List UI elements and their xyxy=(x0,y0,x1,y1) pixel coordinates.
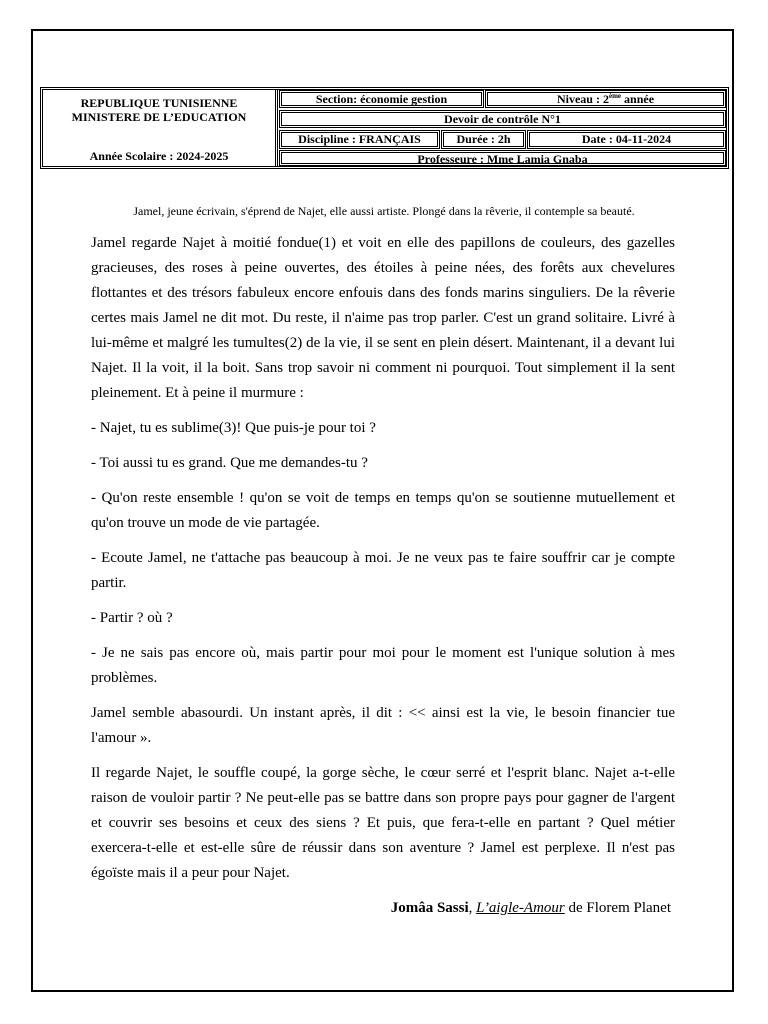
duration-label: Durée : 2h xyxy=(456,132,511,146)
paragraph: - Partir ? où ? xyxy=(91,610,173,626)
paragraph: Jamel regarde Najet à moitié fondue(1) et voit en elle des papillons de couleurs, des gazelles gracieuses, des roses à peine ouvertes, des étoiles à peine nées, des forêts aux chevelures flottantes et des trésors fabuleux encore enfouis dans des fonds marins singuliers. De la rêverie certes mais Jamel ne dit mot. Du reste, il n'aime pas trop parler. C'est un grand solitaire. Livré à lui-même et malgré les tumultes(2) de la vie, il se sent en plein désert. Maintenant, il a devant lui Najet. Il la voit, il la boit. Sans trop savoir ni comment ni pourquoi. Tout simplement il la sent pleinement. Et à peine il murmure : xyxy=(91,235,675,401)
country-label: REPUBLIQUE TUNISIENNE xyxy=(80,96,238,110)
teacher-label: Professeure : Mme Lamia Gnaba xyxy=(417,152,588,166)
paragraph: - Najet, tu es sublime(3)! Que puis-je pour toi ? xyxy=(91,420,376,436)
level-label: Niveau : 2ème année xyxy=(556,92,655,106)
paragraph: Jamel semble abasourdi. Un instant après, il dit : << ainsi est la vie, le besoin financier tue l'amour ». xyxy=(91,705,675,746)
discipline-label: Discipline : FRANÇAIS xyxy=(298,132,421,146)
date-label: Date : 04-11-2024 xyxy=(581,132,672,146)
main-text xyxy=(91,231,675,896)
paragraph: - Ecoute Jamel, ne t'attache pas beaucoup à moi. Je ne veux pas te faire souffrir car je compte partir. xyxy=(91,550,675,591)
discipline-cell xyxy=(279,130,440,149)
book-title: L’aigle-Amour xyxy=(476,900,565,916)
source-signature xyxy=(391,900,671,917)
paragraph: - Je ne sais pas encore où, mais partir pour moi pour le moment est l'unique solution à mes problèmes. xyxy=(91,645,675,686)
date-cell xyxy=(527,130,726,149)
duration-cell xyxy=(441,130,526,149)
publisher-name: de Florem Planet xyxy=(564,900,671,916)
exam-header-table xyxy=(40,87,729,169)
exam-title: Devoir de contrôle N°1 xyxy=(444,112,561,126)
section-cell xyxy=(279,90,484,108)
intro-text: Jamel, jeune écrivain, s'éprend de Najet, elle aussi artiste. Plongé dans la rêverie, il contemple sa beauté. xyxy=(133,204,635,218)
school-year-label: Année Scolaire : 2024-2025 xyxy=(89,149,229,163)
level-cell xyxy=(485,90,726,108)
paragraph: - Toi aussi tu es grand. Que me demandes-tu ? xyxy=(91,455,368,471)
author-name: Jomâa Sassi xyxy=(390,900,469,916)
teacher-cell xyxy=(279,150,726,166)
exam-title-cell xyxy=(279,110,726,128)
institution-block xyxy=(43,90,278,166)
paragraph: Il regarde Najet, le souffle coupé, la gorge sèche, le cœur serré et l'esprit blanc. Najet a-t-elle raison de vouloir partir ? Ne peut-elle pas se battre dans son propre pays pour gagner de l'argent et couvrir ses besoins et ceux des siens ? Et puis, que fera-t-elle en partant ? Quel métier exercera-t-elle et est-elle sûre de réussir dans son aventure ? Jamel est perplexe. Il n'est pas égoïste mais il a peur pour Najet. xyxy=(91,765,675,881)
ministry-label: MINISTERE DE L’EDUCATION xyxy=(71,110,247,124)
signature-separator: , xyxy=(468,900,477,916)
paragraph: - Qu'on reste ensemble ! qu'on se voit de temps en temps qu'on se soutienne mutuellement et qu'on trouve un mode de vie partagée. xyxy=(91,490,675,531)
section-label: Section: économie gestion xyxy=(315,92,448,106)
